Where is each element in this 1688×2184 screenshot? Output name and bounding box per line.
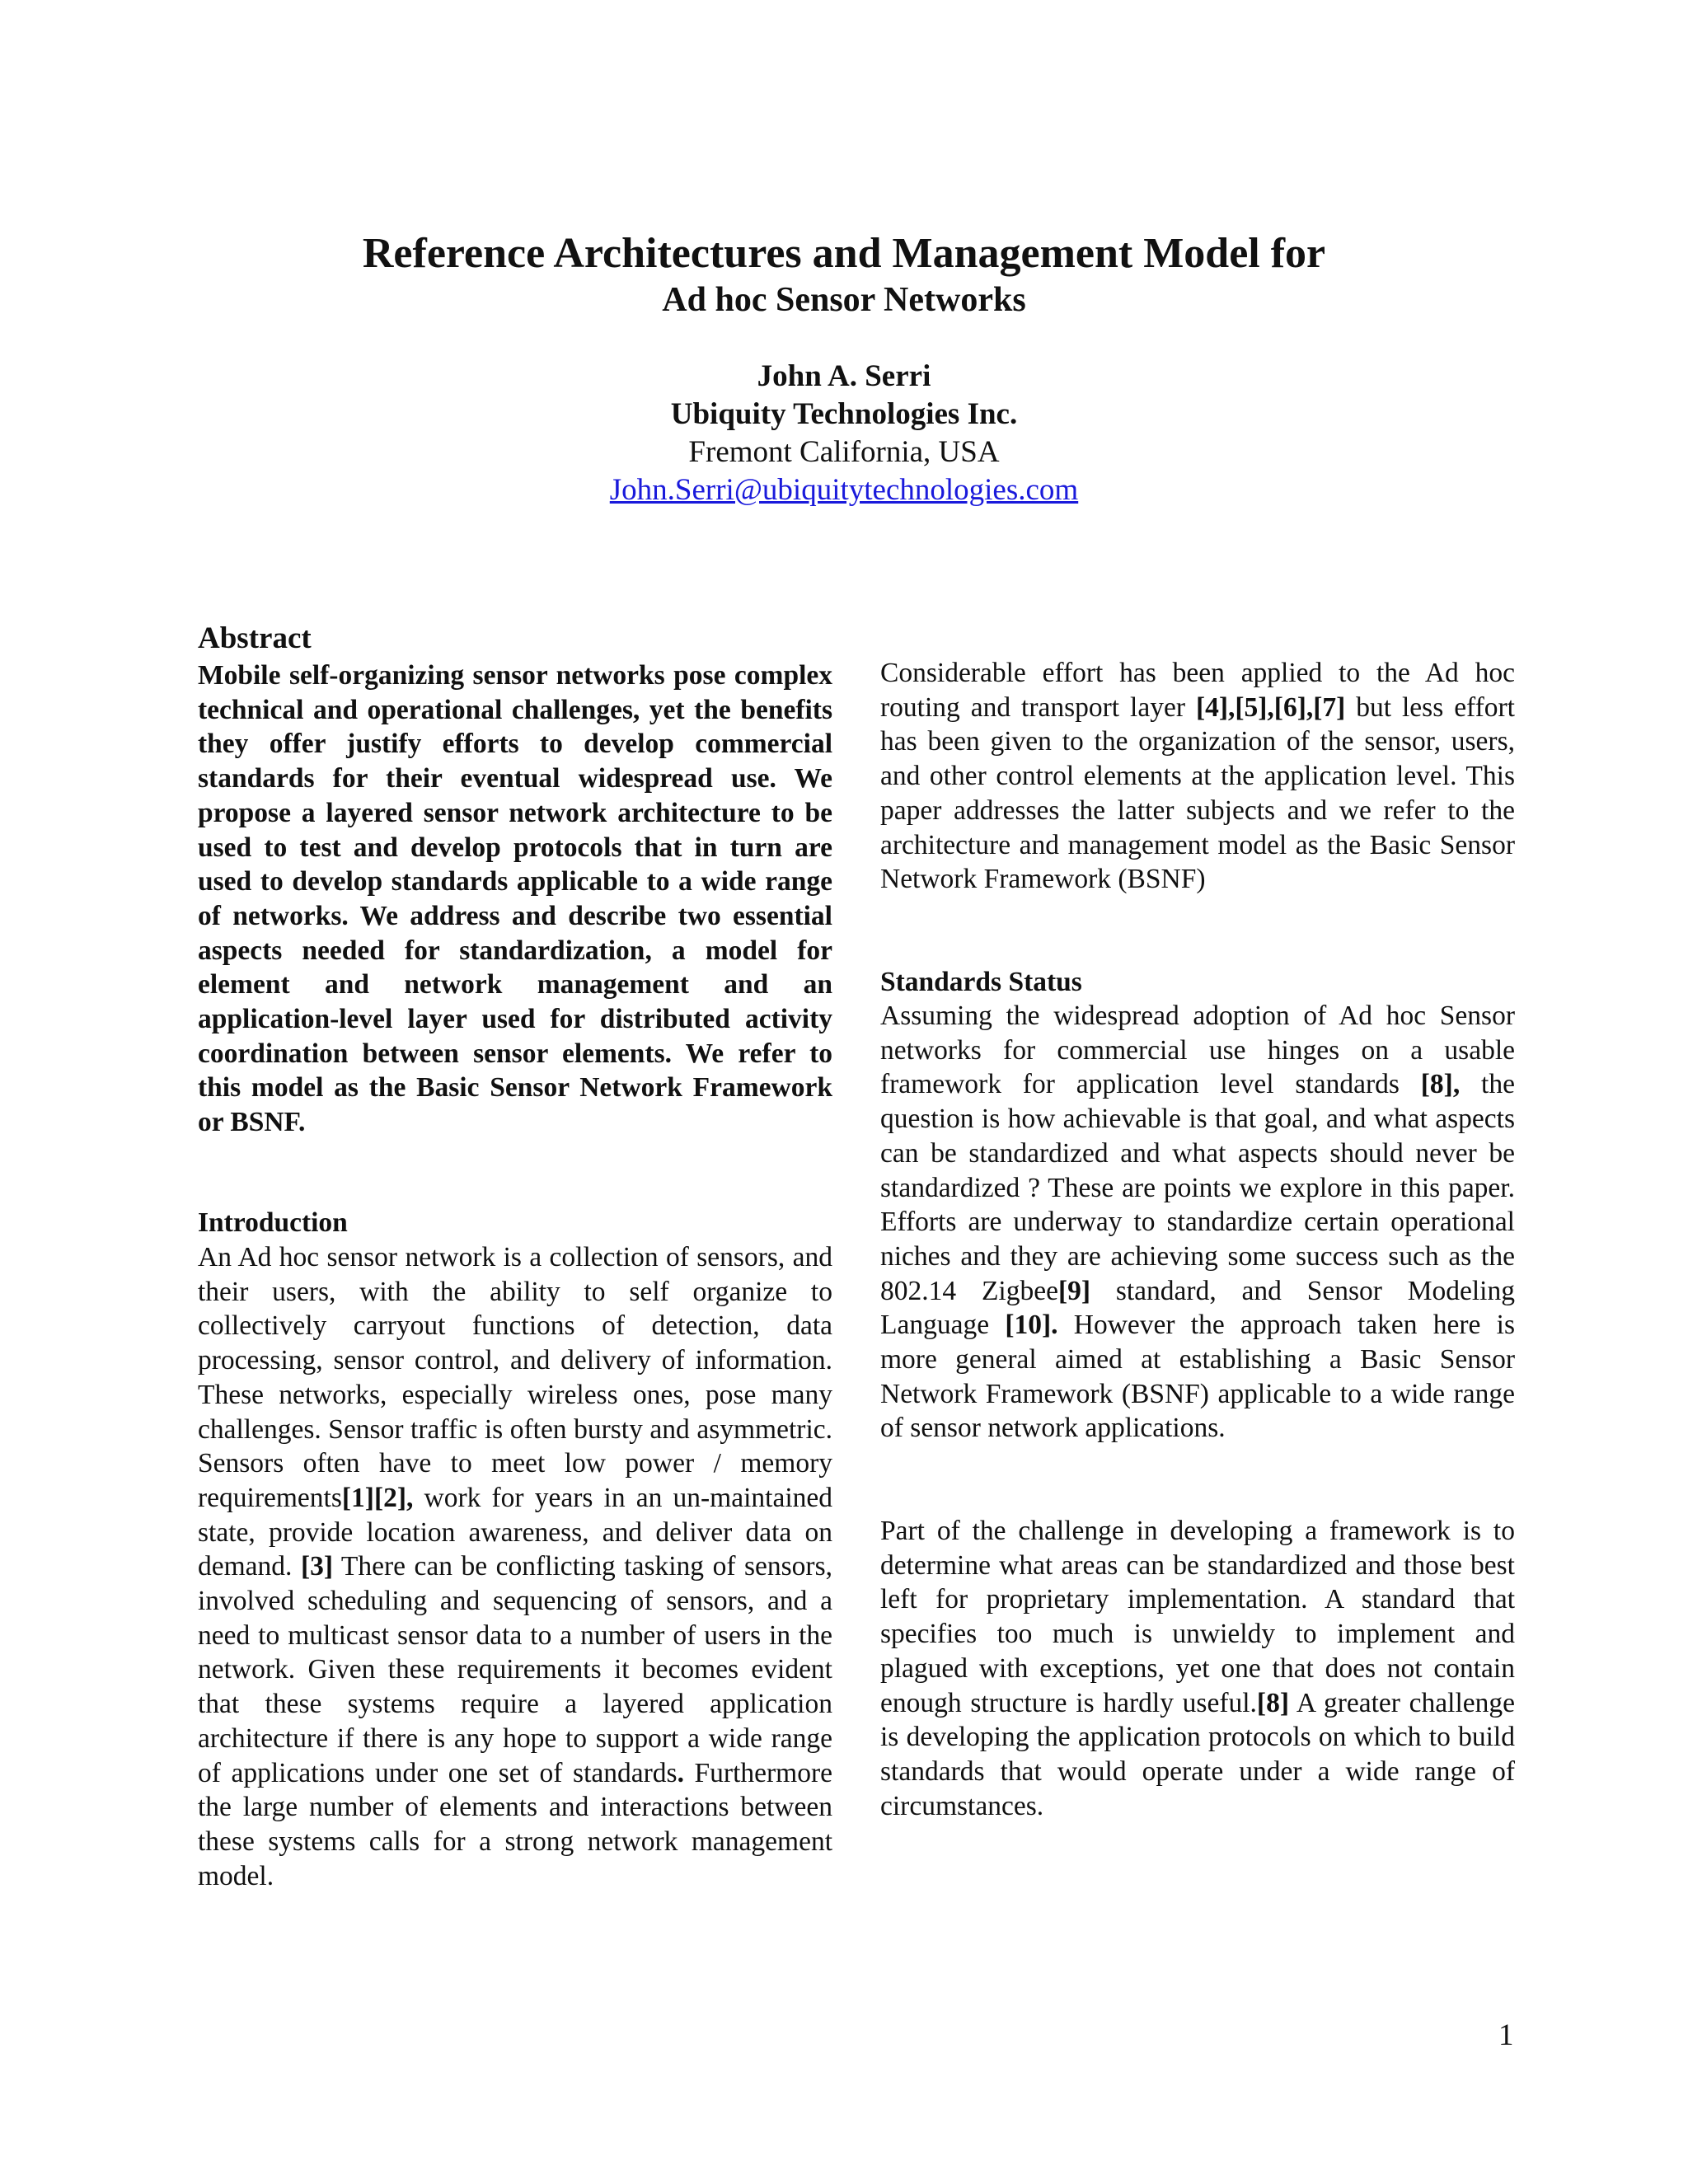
right-text-part: However the approach taken here is more general aimed at establishing a Basic Sensor Network Framework (BSNF) applicable to a wide range of sensor network applications.	[880, 1310, 1515, 1444]
citation-ref: [4],[5],[6],[7]	[1195, 691, 1346, 723]
right-paragraph-1	[880, 656, 1515, 897]
right-text-part: A greater challenge is developing the application protocols on which to build standards that would operate under a wide range of circumstances.	[880, 1687, 1515, 1821]
intro-text-part: There can be conflicting tasking of sensors, involved scheduling and sequencing of sensors, and a need to multicast sensor data to a number of users in the network. Given these requirements it becomes evident that these systems require a layered application architecture if there is any hope to support a wide range of applications under one set of standards	[198, 1551, 832, 1788]
intro-text-period: .	[677, 1757, 684, 1788]
author-block	[0, 358, 1688, 509]
abstract-heading: Abstract	[198, 621, 312, 655]
citation-ref: [1][2],	[341, 1482, 414, 1513]
author-email-link[interactable]: John.Serri@ubiquitytechnologies.com	[609, 473, 1079, 507]
intro-text-part: work for years in an un-maintained state, provide location awareness, and deliver data on demand.	[198, 1482, 832, 1582]
intro-text-part: An Ad hoc sensor network is a collection of sensors, and their users, with the ability to self organize to collectively carryout functions of detection, data processing, sensor control, and delivery of information. These networks, especially wireless ones, pose many challenges. Sensor traffic is often bursty and asymmetric. Sensors often have to meet low power / memory requirements	[198, 1242, 832, 1513]
abstract-text: Mobile self-organizing sensor networks pose complex technical and operational challenges, yet the benefits they offer justify efforts to develop commercial standards for their eventual widespread use. We propose a layered sensor network architecture to be used to test and develop protocols that in turn are used to develop standards applicable to a wide range of networks. We address and describe two essential aspects needed for standardization, a model for element and network management and an application-level layer used for distributed activity coordination between sensor elements. We refer to this model as the Basic Sensor Network Framework or BSNF.	[198, 660, 832, 1138]
paper-title: Reference Architectures and Management Model for	[362, 230, 1326, 277]
page-number: 1	[1498, 2018, 1514, 2052]
title-block	[0, 229, 1688, 321]
right-text-part: standard, and Sensor Modeling Language	[880, 1275, 1515, 1341]
right-text-part: Part of the challenge in developing a framework is to determine what areas can be standardized and those best left for proprietary implementation. A standard that specifies too much is unwieldy to implement and plagued with exceptions, yet one that does not contain enough structure is hardly useful.	[880, 1516, 1515, 1718]
citation-ref: [3]	[300, 1551, 333, 1582]
citation-ref: [9]	[1057, 1275, 1091, 1306]
right-paragraph-3	[880, 1514, 1515, 1823]
right-text-part: Considerable effort has been applied to the Ad hoc routing and transport layer	[880, 658, 1515, 723]
introduction-heading: Introduction	[198, 1207, 348, 1238]
right-text-part: but less effort has been given to the organization of the sensor, users, and other control elements at the application level. This paper addresses the latter subjects and we refer to the architecture and management model as the Basic Sensor Network Framework (BSNF)	[880, 691, 1515, 895]
author-name: John A. Serri	[757, 359, 931, 393]
citation-ref: [10].	[1005, 1310, 1058, 1341]
right-text-part: Assuming the widespread adoption of Ad hoc Sensor networks for commercial use hinges on a usable framework for application level standards	[880, 1001, 1515, 1100]
right-paragraph-2	[880, 999, 1515, 1446]
citation-ref: [8]	[1256, 1687, 1289, 1718]
right-text-part: the question is how achievable is that goal, and what aspects can be standardized and what aspects should never be standardized ? These are points we explore in this paper. Efforts are underway to standardize certain operational niches and they are achieving some success such as the 802.14 Zigbee	[880, 1069, 1515, 1306]
citation-ref: [8],	[1420, 1069, 1461, 1100]
paper-subtitle: Ad hoc Sensor Networks	[662, 281, 1026, 319]
author-location: Fremont California, USA	[688, 435, 1000, 469]
intro-text-part: Furthermore the large number of elements and interactions between these systems calls for a strong network management model.	[198, 1757, 832, 1891]
standards-status-heading: Standards Status	[880, 967, 1082, 997]
author-affiliation: Ubiquity Technologies Inc.	[670, 397, 1018, 431]
introduction-text	[198, 1240, 832, 1893]
